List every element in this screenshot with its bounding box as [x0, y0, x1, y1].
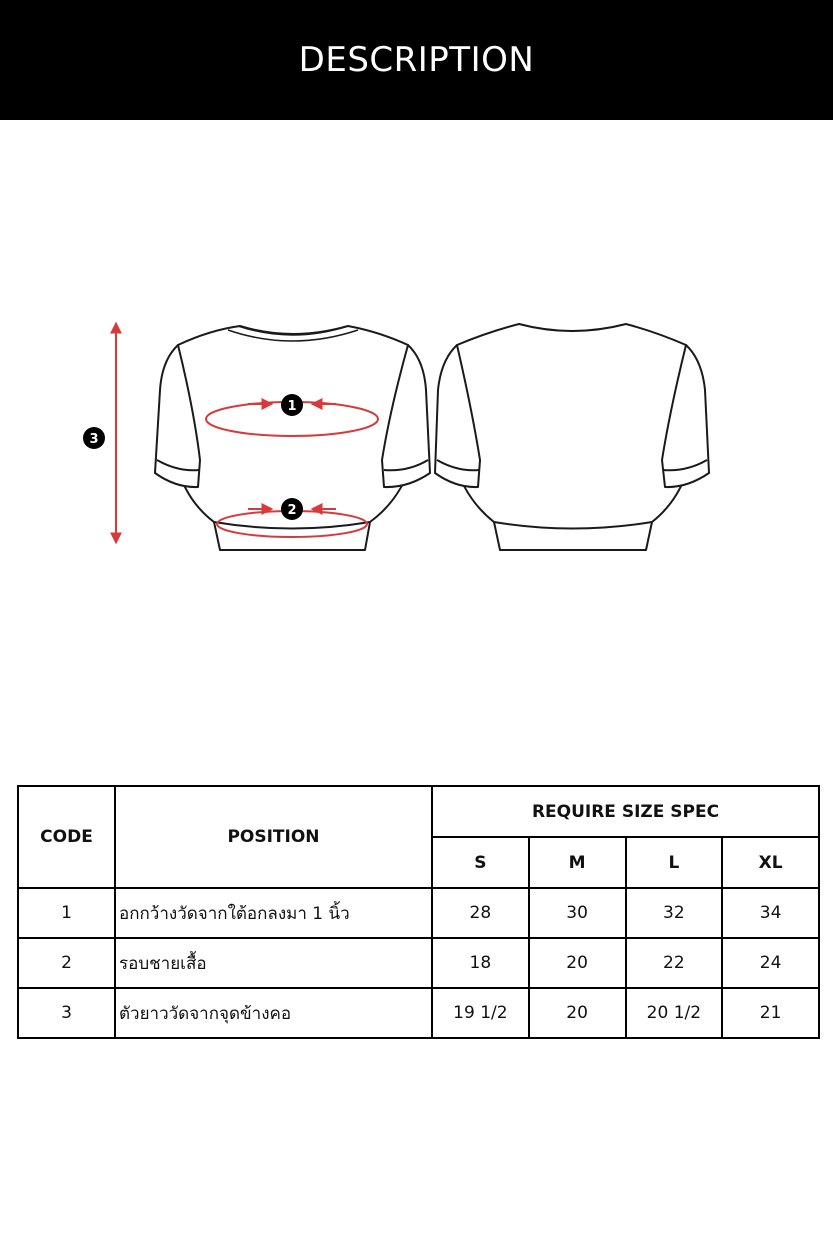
row-code: 1: [18, 888, 115, 938]
table-row: [18, 888, 819, 938]
header-size-m: M: [529, 837, 626, 888]
row-value-xl: 21: [722, 988, 819, 1038]
header-size-s: S: [432, 837, 529, 888]
page-title: DESCRIPTION: [298, 40, 535, 80]
row-value-xl: 34: [722, 888, 819, 938]
row-value-l: 32: [626, 888, 723, 938]
row-position: รอบชายเสื้อ: [115, 938, 432, 988]
row-value-s: 19 1/2: [432, 988, 529, 1038]
table-row: [18, 938, 819, 988]
row-value-xl: 24: [722, 938, 819, 988]
header-size-xl: XL: [722, 837, 819, 888]
row-value-m: 20: [529, 988, 626, 1038]
svg-text:1: 1: [287, 399, 297, 414]
table-header-row: [18, 786, 819, 837]
row-value-m: 30: [529, 888, 626, 938]
marker-1: [281, 394, 303, 416]
svg-text:3: 3: [89, 432, 99, 447]
row-position: อกกว้างวัดจากใต้อกลงมา 1 นิ้ว: [115, 888, 432, 938]
row-position: ตัวยาววัดจากจุดข้างคอ: [115, 988, 432, 1038]
header-code: CODE: [18, 786, 115, 888]
row-value-l: 22: [626, 938, 723, 988]
header-bar: [0, 0, 833, 120]
size-spec-table: [17, 785, 820, 1039]
header-size-l: L: [626, 837, 723, 888]
size-diagram: [0, 290, 833, 580]
row-value-l: 20 1/2: [626, 988, 723, 1038]
row-code: 3: [18, 988, 115, 1038]
back-garment: [435, 324, 709, 550]
row-value-s: 18: [432, 938, 529, 988]
row-value-m: 20: [529, 938, 626, 988]
row-code: 2: [18, 938, 115, 988]
svg-text:2: 2: [287, 503, 297, 518]
header-position: POSITION: [115, 786, 432, 888]
table-row: [18, 988, 819, 1038]
marker-2: [281, 498, 303, 520]
row-value-s: 28: [432, 888, 529, 938]
marker-3: [83, 427, 105, 449]
header-require-size-spec: REQUIRE SIZE SPEC: [432, 786, 819, 837]
